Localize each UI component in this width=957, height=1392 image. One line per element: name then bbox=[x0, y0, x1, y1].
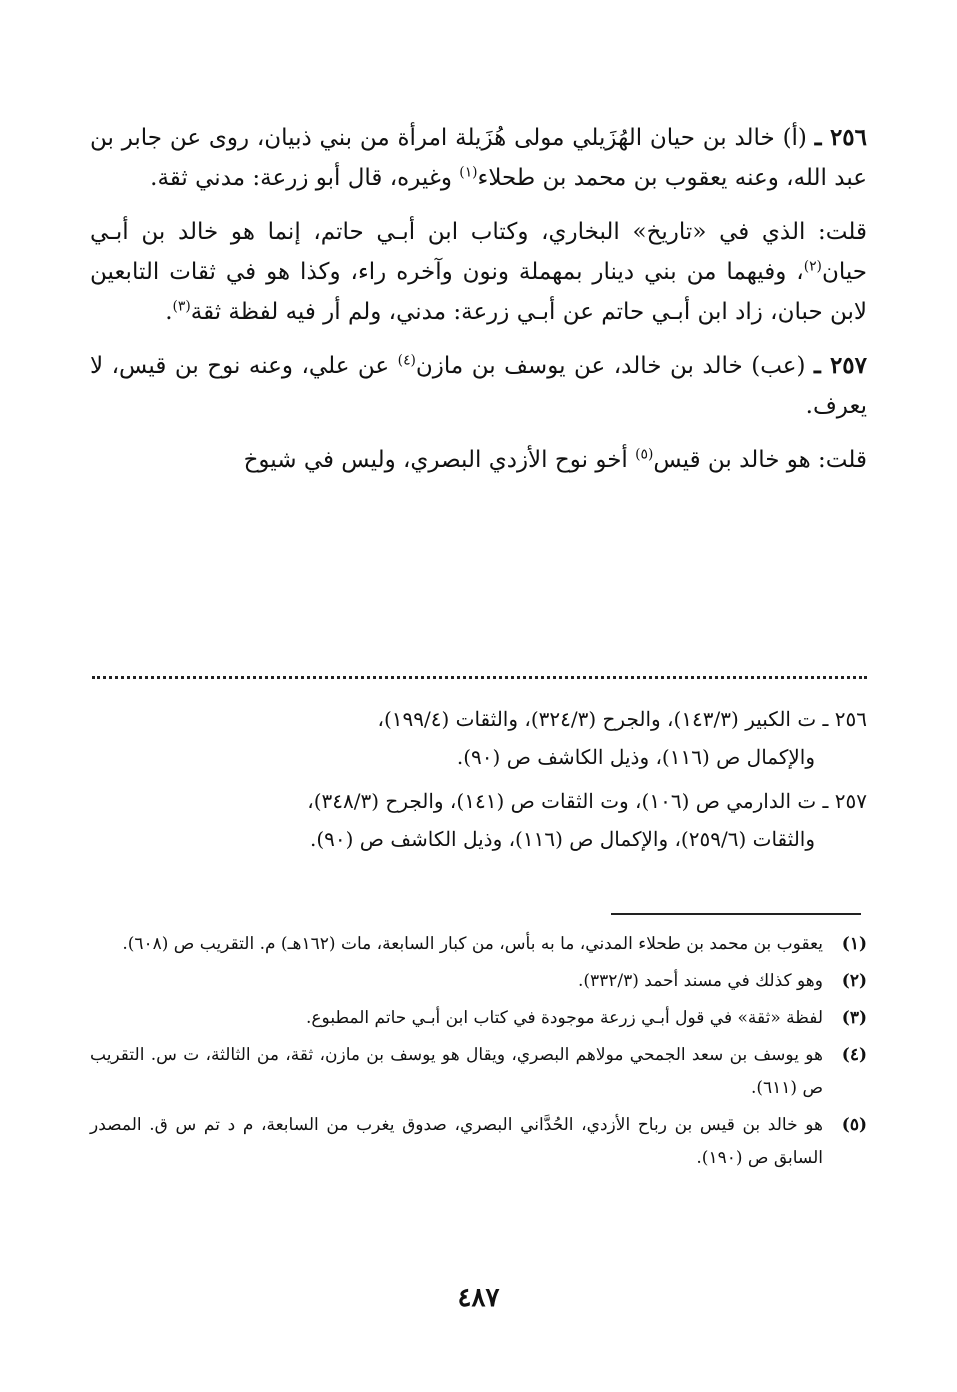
entry-text: (أ) خالد بن حيان الهُزَيلي مولى هُزَيلة امرأة من بني ذبيان، روى عن جابر بن عبد الله، وعنه يعقوب بن محمد بن طحلاء bbox=[90, 125, 867, 191]
footnote-text: لفظة «ثقة» في قول أبـي زرعة موجودة في كتاب ابن أبـي حاتم المطبوع. bbox=[306, 1008, 823, 1028]
footnote-number: (٥) bbox=[841, 1115, 867, 1135]
footnote-number: (٤) bbox=[841, 1045, 867, 1065]
comment-257 bbox=[90, 440, 867, 480]
entry-256 bbox=[90, 118, 867, 198]
footnote-ref: (١) bbox=[459, 164, 478, 181]
source-line: والثقات (٢٥٩/٦)، والإكمال ص (١١٦)، وذيل الكاشف ص (٩٠). bbox=[309, 827, 815, 851]
comment-text: قلت: هو خالد بن قيس bbox=[653, 447, 867, 473]
footnote-text: هو خالد بن قيس بن رباح الأزدي، الحُدَّاني البصري، صدوق يغرب من السابعة، م د تم س ق. المصدر السابق ص (١٩٠). bbox=[90, 1115, 823, 1168]
page-number: ٤٨٧ bbox=[457, 1283, 500, 1313]
source-entry bbox=[90, 700, 867, 776]
source-line: والإكمال ص (١١٦)، وذيل الكاشف ص (٩٠). bbox=[456, 745, 815, 769]
entry-text: وغيره، قال أبو زرعة: مدني ثقة. bbox=[150, 165, 460, 191]
entry-text: (عب) خالد بن خالد، عن يوسف بن مازن bbox=[415, 353, 806, 379]
comment-256 bbox=[90, 212, 867, 332]
dotted-separator bbox=[92, 676, 867, 679]
footnotes bbox=[90, 928, 867, 1179]
source-line: ٢٥٦ ـ ت الكبير (١٤٣/٣)، والجرح (٣٢٤/٣)، والثقات (١٩٩/٤)، bbox=[377, 707, 867, 731]
footnote bbox=[90, 1002, 867, 1035]
footnote-ref: (٢) bbox=[803, 258, 822, 275]
comment-text: ، وفيهما من بني دينار بمهملة ونون وآخره راء، وكذا هو في ثقات التابعين لابن حبان، زاد ابن أبـي حاتم عن أبـي زرعة: مدني، ولم أر فيه لفظة ثقة bbox=[90, 259, 867, 325]
footnote bbox=[90, 928, 867, 961]
comment-text: . bbox=[165, 299, 173, 325]
entry-text: عن علي، وعنه نوح بن قيس، لا يعرف. bbox=[90, 353, 867, 419]
source-entry bbox=[90, 782, 867, 858]
main-text bbox=[90, 118, 867, 494]
footnote-number: (٣) bbox=[841, 1008, 867, 1028]
footnote-text: هو يوسف بن سعد الجمحي مولاهم البصري، ويقال هو يوسف بن مازن، ثقة، من الثالثة، ت س. التقريب ص (٦١١). bbox=[90, 1045, 823, 1098]
entry-number: ٢٥٦ ـ bbox=[814, 124, 867, 151]
footnote-number: (٢) bbox=[841, 971, 867, 991]
footnote-ref: (٥) bbox=[635, 446, 654, 463]
comment-text: أخو نوح الأزدي البصري، وليس في شيوخ bbox=[243, 447, 636, 473]
entry-257 bbox=[90, 346, 867, 426]
footnote-rule bbox=[611, 913, 861, 915]
footnote-text: وهو كذلك في مسند أحمد (٣٣٢/٣). bbox=[577, 971, 823, 991]
comment-text: قلت: الذي في «تاريخ» البخاري، وكتاب ابن أبـي حاتم، إنما هو خالد بن أبـي حيان bbox=[90, 219, 867, 285]
footnote-ref: (٣) bbox=[172, 298, 191, 315]
sources-block bbox=[90, 700, 867, 864]
footnote-text: يعقوب بن محمد بن طحلاء المدني، ما به بأس، من كبار السابعة، مات (١٦٢هـ) م. التقريب ص (٦٠٨). bbox=[122, 934, 823, 954]
footnote bbox=[90, 965, 867, 998]
source-line: ٢٥٧ ـ ت الدارمي ص (١٠٦)، وت الثقات ص (١٤١)، والجرح (٣٤٨/٣)، bbox=[307, 789, 867, 813]
entry-number: ٢٥٧ ـ bbox=[814, 352, 868, 379]
footnote bbox=[90, 1109, 867, 1175]
footnote bbox=[90, 1039, 867, 1105]
footnote-number: (١) bbox=[841, 934, 867, 954]
footnote-ref: (٤) bbox=[397, 352, 416, 369]
